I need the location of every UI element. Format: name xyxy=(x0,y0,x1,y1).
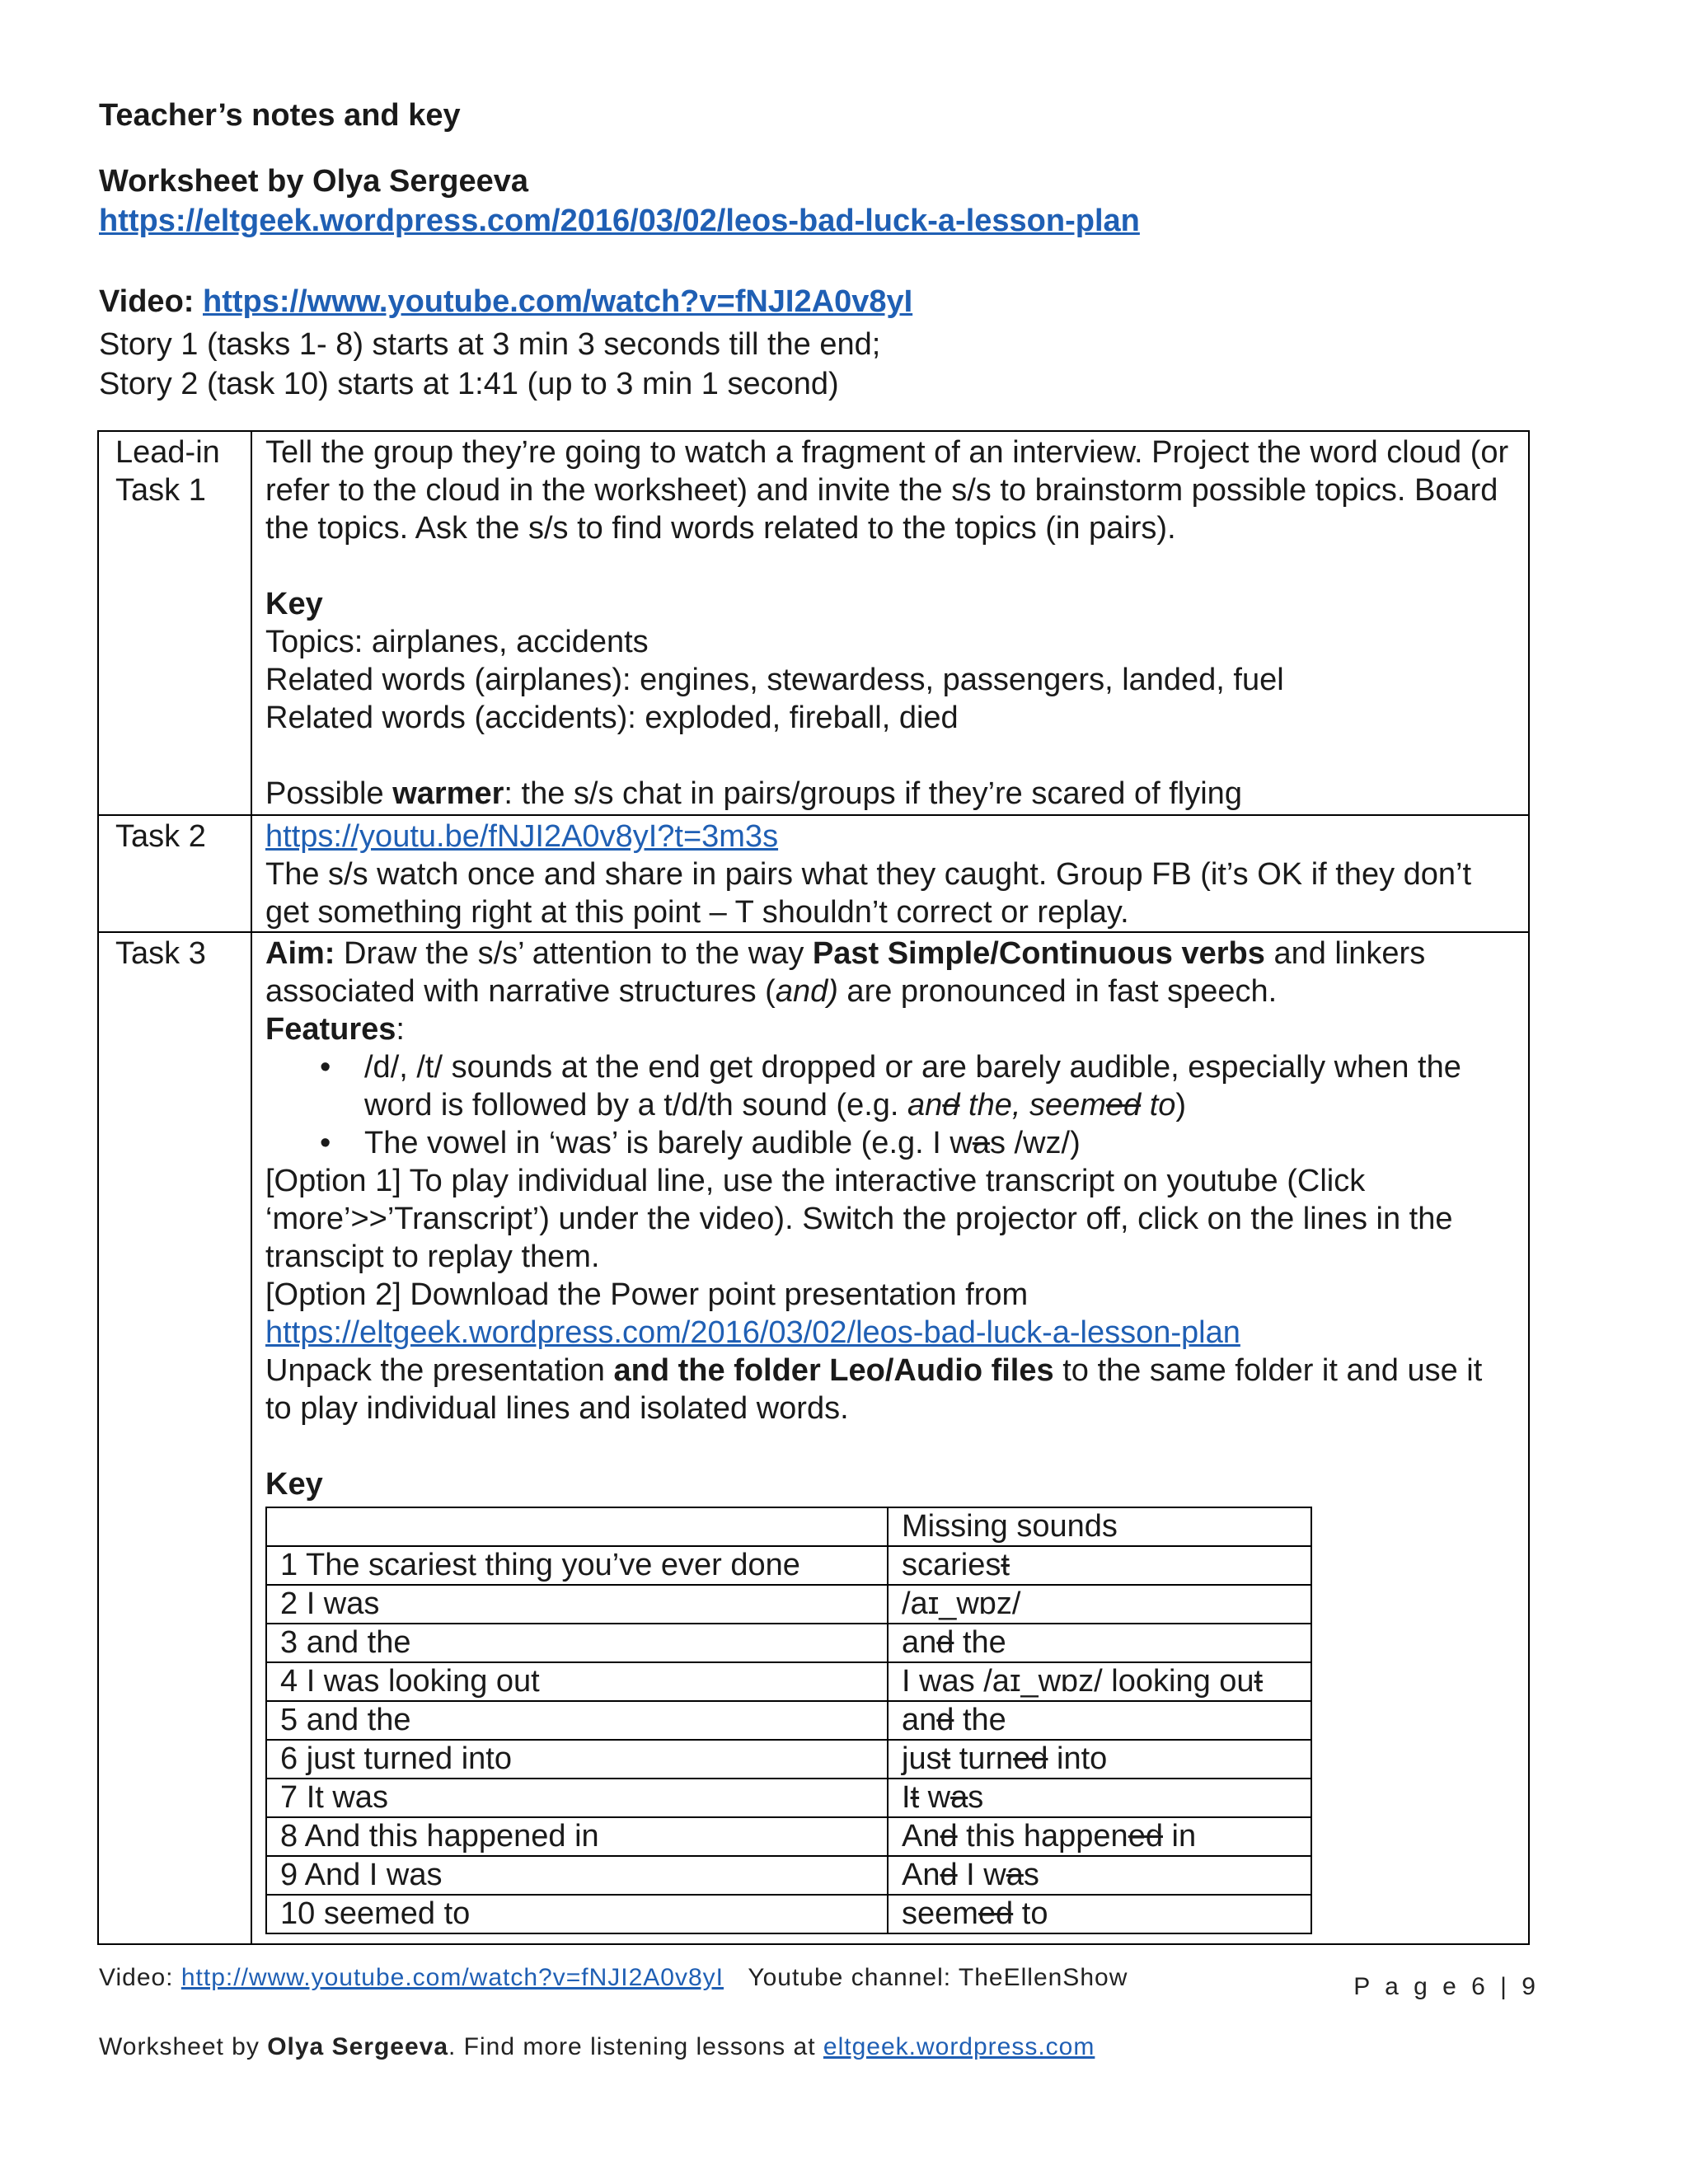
key-phrase-cell: 6 just turned into xyxy=(266,1740,888,1779)
missing-sounds-cell: seemed to xyxy=(888,1895,1311,1933)
page-number: P a g e 6 | 9 xyxy=(1353,1973,1540,2000)
task3-label: Task 3 xyxy=(98,932,251,1944)
task3-option1: [Option 1] To play individual line, use the interactive transcript on youtube (Click ‘more’>>’Transcript’) under the video). Switch the projector off, click on the lines in the transcipt to replay them. xyxy=(265,1164,1453,1274)
task1-content xyxy=(251,431,1529,815)
task1-key-heading: Key xyxy=(265,587,323,621)
key-table xyxy=(265,1507,1312,1934)
key-phrase-cell: 4 I was looking out xyxy=(266,1662,888,1701)
task1-related-accidents: Related words (accidents): exploded, fireball, died xyxy=(265,701,959,735)
table-row xyxy=(266,1585,1311,1624)
task3-row xyxy=(98,932,1529,1944)
task1-related-airplanes: Related words (airplanes): engines, stewardess, passengers, landed, fuel xyxy=(265,663,1284,697)
table-row xyxy=(266,1701,1311,1740)
story1-note: Story 1 (tasks 1- 8) starts at 3 min 3 seconds till the end; xyxy=(99,327,881,362)
worksheet-link[interactable]: https://eltgeek.wordpress.com/2016/03/02/leos-bad-luck-a-lesson-plan xyxy=(99,204,1140,238)
table-row xyxy=(266,1779,1311,1817)
footer-channel: Youtube channel: TheEllenShow xyxy=(748,1964,1128,1991)
page-title: Teacher’s notes and key xyxy=(99,98,461,133)
key-phrase-cell: 8 And this happened in xyxy=(266,1817,888,1856)
task1-topics: Topics: airplanes, accidents xyxy=(265,625,649,659)
missing-sounds-cell: just turned into xyxy=(888,1740,1311,1779)
key-phrase-cell: 2 I was xyxy=(266,1585,888,1624)
key-table-header: Missing sounds xyxy=(888,1507,1311,1546)
missing-sounds-cell: and the xyxy=(888,1624,1311,1662)
missing-sounds-cell: And this happened in xyxy=(888,1817,1311,1856)
footer-video-link[interactable]: http://www.youtube.com/watch?v=fNJI2A0v8yI xyxy=(181,1964,724,1991)
worksheet-author: Worksheet by Olya Sergeeva xyxy=(99,164,528,199)
task1-label: Lead-in Task 1 xyxy=(98,431,251,815)
missing-sounds-cell: scariest xyxy=(888,1546,1311,1585)
task1-intro: Tell the group they’re going to watch a fragment of an interview. Project the word cloud (or refer to the cloud in the worksheet) and invite the s/s to brainstorm possible topics. Board the topics. Ask the s/s to find words related to the topics (in pairs). xyxy=(265,435,1509,546)
task1-row xyxy=(98,431,1529,815)
task3-aim: Aim: Draw the s/s’ attention to the way Past Simple/Continuous verbs and linkers associated with narrative structures (and) are pronounced in fast speech. xyxy=(265,936,1426,1009)
task3-features-heading: Features: xyxy=(265,1012,405,1047)
task2-content xyxy=(251,815,1529,932)
key-phrase-cell: 7 It was xyxy=(266,1779,888,1817)
table-row xyxy=(266,1856,1311,1895)
table-row xyxy=(266,1740,1311,1779)
footer-line2: Worksheet by Olya Sergeeva. Find more listening lessons at eltgeek.wordpress.com xyxy=(99,2033,1095,2060)
task3-unpack: Unpack the presentation and the folder Leo/Audio files to the same folder it and use it to play individual lines and isolated words. xyxy=(265,1353,1483,1426)
features-list xyxy=(265,1048,1517,1162)
key-phrase-cell: 5 and the xyxy=(266,1701,888,1740)
missing-sounds-cell: And I was xyxy=(888,1856,1311,1895)
missing-sounds-cell: and the xyxy=(888,1701,1311,1740)
table-row xyxy=(266,1546,1311,1585)
key-phrase-cell: 1 The scariest thing you’ve ever done xyxy=(266,1546,888,1585)
missing-sounds-cell: /aɪ_wɒz/ xyxy=(888,1585,1311,1624)
table-row xyxy=(266,1662,1311,1701)
key-phrase-cell: 3 and the xyxy=(266,1624,888,1662)
task2-text: The s/s watch once and share in pairs what they caught. Group FB (it’s OK if they don’t get something right at this point – T shouldn’t correct or replay. xyxy=(265,857,1472,930)
story2-note: Story 2 (task 10) starts at 1:41 (up to 3 min 1 second) xyxy=(99,367,839,401)
task3-content xyxy=(251,932,1529,1944)
task3-option2: [Option 2] Download the Power point presentation from xyxy=(265,1277,1029,1312)
table-row xyxy=(266,1507,1311,1546)
task1-warmer: Possible warmer: the s/s chat in pairs/groups if they’re scared of flying xyxy=(265,776,1242,811)
feature-item: • The vowel in ‘was’ is barely audible (e.g. I was /wz/) xyxy=(364,1124,1517,1162)
video-label: Video: xyxy=(99,284,195,319)
task2-label: Task 2 xyxy=(98,815,251,932)
key-phrase-cell: 9 And I was xyxy=(266,1856,888,1895)
task3-presentation-link[interactable]: https://eltgeek.wordpress.com/2016/03/02/leos-bad-luck-a-lesson-plan xyxy=(265,1315,1240,1350)
missing-sounds-cell: It was xyxy=(888,1779,1311,1817)
table-row xyxy=(266,1817,1311,1856)
task3-key-heading: Key xyxy=(265,1467,323,1502)
key-phrase-cell: 10 seemed to xyxy=(266,1895,888,1933)
feature-item: • /d/, /t/ sounds at the end get dropped or are barely audible, especially when the word is followed by a t/d/th sound (e.g. and the, seemed to) xyxy=(364,1048,1517,1124)
tasks-table xyxy=(97,430,1530,1945)
footer-site-link[interactable]: eltgeek.wordpress.com xyxy=(823,2033,1095,2060)
task2-row xyxy=(98,815,1529,932)
missing-sounds-cell: I was /aɪ_wɒz/ looking out xyxy=(888,1662,1311,1701)
table-row xyxy=(266,1895,1311,1933)
video-link[interactable]: https://www.youtube.com/watch?v=fNJI2A0v8yI xyxy=(203,284,913,319)
task2-video-link[interactable]: https://youtu.be/fNJI2A0v8yI?t=3m3s xyxy=(265,819,779,854)
table-row xyxy=(266,1624,1311,1662)
footer-line1: Video: http://www.youtube.com/watch?v=fNJI2A0v8yI Youtube channel: TheEllenShow xyxy=(99,1964,1128,1991)
